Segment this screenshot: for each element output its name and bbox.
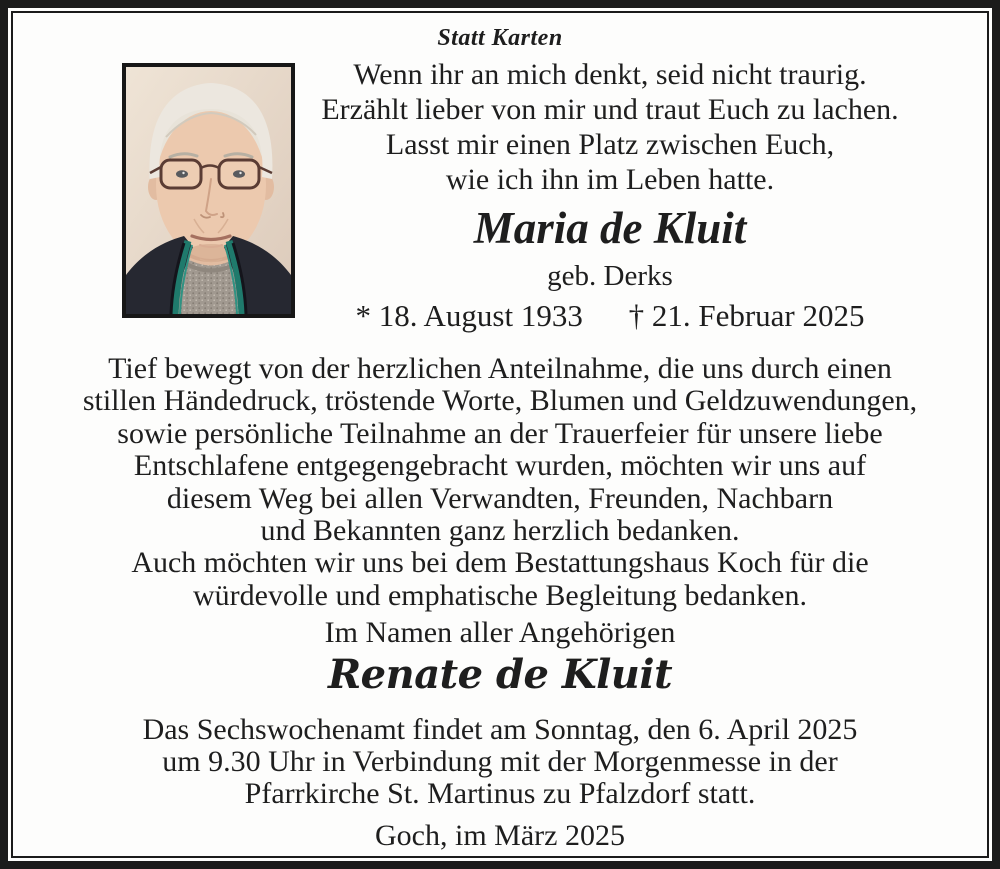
place-date: Goch, im März 2025 — [375, 819, 625, 852]
poem-line: Lasst mir einen Platz zwischen Euch, — [385, 128, 835, 161]
statt-karten-note: Statt Karten — [437, 25, 563, 51]
thanks-line: diesem Weg bei allen Verwandten, Freunden, Nachbarn — [166, 481, 834, 515]
death-date: † 21. Februar 2025 — [628, 298, 865, 333]
maiden-name: geb. Derks — [547, 260, 673, 292]
service-line: Das Sechswochenamt findet am Sonntag, den 6. April 2025 — [142, 713, 858, 746]
service-line: Pfarrkirche St. Martinus zu Pfalzdorf statt. — [244, 777, 756, 810]
service-announcement — [0, 714, 1000, 810]
thanks-line: Auch möchten wir uns bei dem Bestattungshaus Koch für die — [131, 546, 869, 580]
thanks-line: und Bekannten ganz herzlich bedanken. — [260, 514, 740, 548]
poem-line: wie ich ihn im Leben hatte. — [445, 163, 775, 196]
poem-line: Wenn ihr an mich denkt, seid nicht traurig. — [353, 58, 867, 91]
thanks-line: sowie persönliche Teilnahme an der Trauerfeier für unsere liebe — [117, 416, 883, 450]
header-block — [295, 57, 925, 332]
in-name-of: Im Namen aller Angehörigen — [324, 616, 676, 649]
thanks-line: Tief bewegt von der herzlichen Anteilnahme, die uns durch einen — [108, 352, 892, 385]
thanks-line: stillen Händedruck, tröstende Worte, Blumen und Geldzuwendungen, — [82, 384, 918, 418]
portrait-photo — [122, 63, 295, 318]
poem-line: Erzählt lieber von mir und traut Euch zu lachen. — [321, 93, 899, 126]
birth-date: * 18. August 1933 — [355, 298, 583, 333]
thanks-text — [0, 353, 1000, 612]
portrait-illustration — [126, 67, 291, 314]
signature-name: Renate de Kluit — [327, 651, 673, 698]
thanks-line: würdevolle und emphatische Begleitung bedanken. — [193, 578, 807, 612]
life-dates — [295, 299, 925, 332]
thanks-line: Entschlafene entgegengebracht wurden, möchten wir uns auf — [133, 449, 867, 483]
service-line: um 9.30 Uhr in Verbindung mit der Morgenmesse in der — [162, 745, 838, 778]
memorial-verse — [295, 57, 925, 197]
deceased-name: Maria de Kluit — [473, 203, 747, 253]
